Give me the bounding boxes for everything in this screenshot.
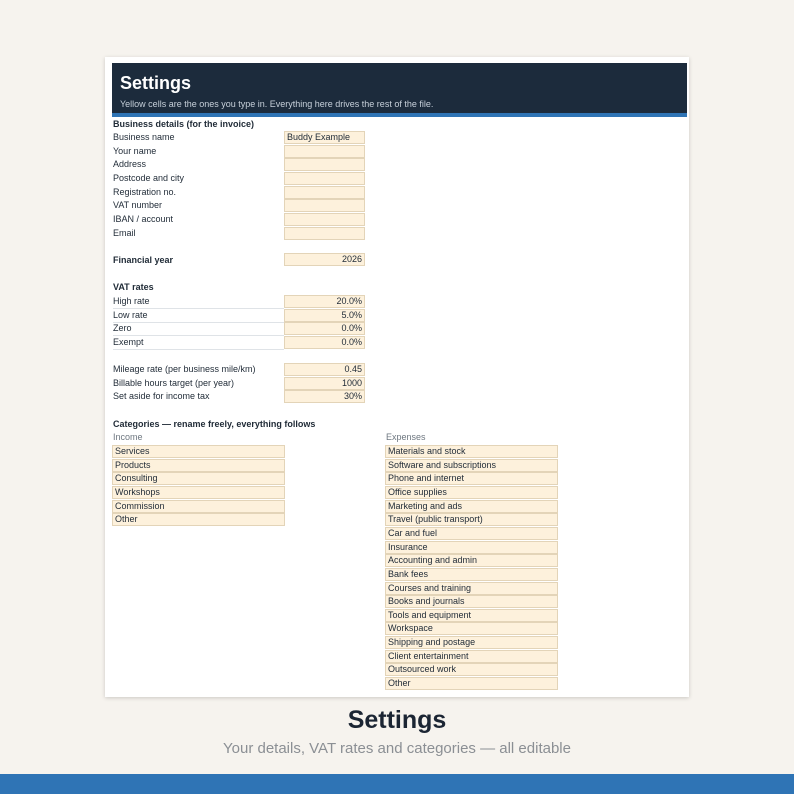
vat-rate-input[interactable]: 0.0% <box>284 322 365 335</box>
business-field-label: Email <box>113 227 136 238</box>
income-category-input[interactable]: Services <box>112 445 285 458</box>
vat-rate-label: Zero <box>113 322 284 336</box>
vat-rate-label: Exempt <box>113 336 284 350</box>
expense-category-input[interactable]: Office supplies <box>385 486 558 499</box>
business-field-input[interactable]: Buddy Example <box>284 131 365 144</box>
expense-category-input[interactable]: Phone and internet <box>385 472 558 485</box>
expense-category-input[interactable]: Other <box>385 677 558 690</box>
income-category-input[interactable]: Workshops <box>112 486 285 499</box>
expense-category-input[interactable]: Courses and training <box>385 582 558 595</box>
sheet-subtitle: Yellow cells are the ones you type in. Everything here drives the rest of the file. <box>120 99 434 109</box>
expense-category-input[interactable]: Travel (public transport) <box>385 513 558 526</box>
title-banner <box>112 63 687 113</box>
setting-label: Billable hours target (per year) <box>113 377 235 388</box>
expense-category-input[interactable]: Bank fees <box>385 568 558 581</box>
caption-title: Settings <box>347 706 447 734</box>
setting-input[interactable]: 1000 <box>284 377 365 390</box>
setting-label: Set aside for income tax <box>113 391 210 402</box>
business-field-label: Postcode and city <box>113 172 185 183</box>
expense-category-input[interactable]: Accounting and admin <box>385 554 558 567</box>
financial-year-input[interactable]: 2026 <box>284 253 365 266</box>
expense-category-input[interactable]: Shipping and postage <box>385 636 558 649</box>
income-column-label: Income <box>113 432 143 442</box>
expense-category-input[interactable]: Software and subscriptions <box>385 459 558 472</box>
expense-category-input[interactable]: Materials and stock <box>385 445 558 458</box>
expense-category-input[interactable]: Books and journals <box>385 595 558 608</box>
business-field-input[interactable] <box>284 227 365 240</box>
income-category-input[interactable]: Products <box>112 459 285 472</box>
vat-rates-header: VAT rates <box>113 282 154 292</box>
setting-label: Mileage rate (per business mile/km) <box>113 364 256 374</box>
business-field-label: IBAN / account <box>113 213 174 224</box>
expense-category-input[interactable]: Outsourced work <box>385 663 558 676</box>
expense-category-input[interactable]: Client entertainment <box>385 650 558 663</box>
business-field-input[interactable] <box>284 199 365 212</box>
business-field-input[interactable] <box>284 172 365 185</box>
income-category-input[interactable]: Other <box>112 513 285 526</box>
settings-sheet <box>105 57 689 697</box>
business-field-label: VAT number <box>113 200 163 211</box>
financial-year-label: Financial year <box>113 255 174 265</box>
business-details-header: Business details (for the invoice) <box>113 119 255 129</box>
caption-subtitle: Your details, VAT rates and categories — all editable <box>223 740 571 757</box>
vat-rate-input[interactable]: 0.0% <box>284 336 365 349</box>
income-category-input[interactable]: Consulting <box>112 472 285 485</box>
expense-category-input[interactable]: Marketing and ads <box>385 500 558 513</box>
business-field-label: Address <box>113 159 147 170</box>
bottom-accent-bar <box>0 774 794 794</box>
vat-rate-input[interactable]: 20.0% <box>284 295 365 308</box>
setting-input[interactable]: 30% <box>284 390 365 403</box>
business-field-input[interactable] <box>284 213 365 226</box>
sheet-title: Settings <box>120 73 192 93</box>
income-category-input[interactable]: Commission <box>112 500 285 513</box>
expense-category-input[interactable]: Tools and equipment <box>385 609 558 622</box>
vat-rate-input[interactable]: 5.0% <box>284 309 365 322</box>
expense-category-input[interactable]: Insurance <box>385 541 558 554</box>
expenses-column-label: Expenses <box>386 432 426 442</box>
expense-category-input[interactable]: Car and fuel <box>385 527 558 540</box>
business-field-input[interactable] <box>284 145 365 158</box>
banner-accent-bar <box>112 113 687 117</box>
business-field-label: Your name <box>113 145 157 156</box>
categories-header: Categories — rename freely, everything follows <box>113 419 316 429</box>
vat-rate-label: High rate <box>113 295 284 309</box>
business-field-label: Registration no. <box>113 186 177 197</box>
business-field-input[interactable] <box>284 186 365 199</box>
expense-category-input[interactable]: Workspace <box>385 622 558 635</box>
setting-input[interactable]: 0.45 <box>284 363 365 376</box>
business-field-label: Business name <box>113 132 175 142</box>
vat-rate-label: Low rate <box>113 309 284 323</box>
business-field-input[interactable] <box>284 158 365 171</box>
